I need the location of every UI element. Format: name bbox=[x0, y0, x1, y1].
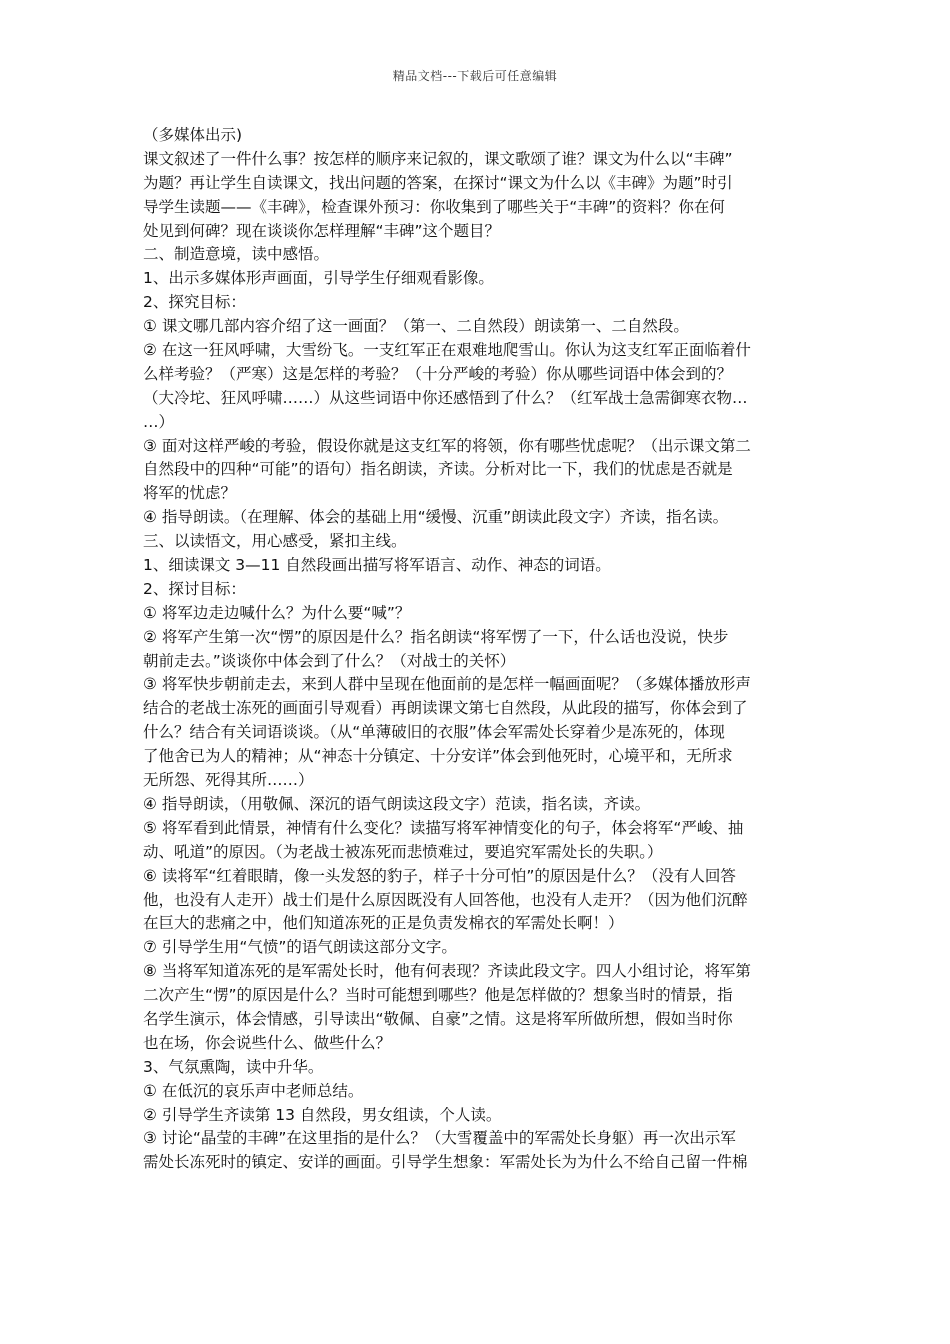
text-line: ⑥ 读将军“红着眼睛，像一头发怒的豹子，样子十分可怕”的原因是什么？（没有人回答 bbox=[143, 866, 736, 885]
document-body bbox=[143, 124, 809, 1175]
text-line: ① 将军边走边喊什么？为什么要“喊”？ bbox=[143, 603, 411, 622]
text-line: 三、以读悟文，用心感受，紧扣主线。 bbox=[143, 532, 407, 551]
text-line: 2、探讨目标： bbox=[143, 579, 246, 598]
text-line: 名学生演示，体会情感，引导读出“敬佩、自豪”之情。这是将军所做所想，假如当时你 bbox=[143, 1009, 733, 1028]
text-line: 二次产生“愣”的原因是什么？当时可能想到哪些？他是怎样做的？想象当时的情景，指 bbox=[143, 986, 733, 1005]
text-line: 朝前走去。”谈谈你中体会到了什么？（对战士的关怀） bbox=[143, 651, 516, 670]
text-line: ③ 讨论“晶莹的丰碑”在这里指的是什么？（大雪覆盖中的军需处长身躯）再一次出示军 bbox=[143, 1129, 736, 1148]
text-line: 什么？结合有关词语谈谈。（从“单薄破旧的衣服”体会军需处长穿着少是冻死的，体现 bbox=[143, 723, 725, 742]
text-line: ② 将军产生第一次“愣”的原因是什么？指名朗读“将军愣了一下，什么话也没说，快步 bbox=[143, 627, 729, 646]
text-line: 结合的老战士冻死的画面引导观看）再朗读课文第七自然段，从此段的描写，你体会到了 bbox=[143, 699, 748, 718]
text-line: 动、吼道”的原因。（为老战士被冻死而悲愤难过，要追究军需处长的失职。） bbox=[143, 842, 663, 861]
text-line: 了他舍已为人的精神；从“神态十分镇定、十分安详”体会到他死时，心境平和，无所求 bbox=[143, 747, 733, 766]
text-line: ① 在低沉的哀乐声中老师总结。 bbox=[143, 1081, 364, 1100]
text-line: 将军的忧虑？ bbox=[143, 484, 237, 503]
text-line: 2、探究目标： bbox=[143, 293, 246, 312]
text-line: ⑤ 将军看到此情景，神情有什么变化？读描写将军神情变化的句子，体会将军“严峻、抽 bbox=[143, 818, 744, 837]
text-line: ③ 将军快步朝前走去，来到人群中呈现在他面前的是怎样一幅画面呢？（多媒体播放形声 bbox=[143, 675, 751, 694]
text-line: 为题？再让学生自读课文，找出问题的答案，在探讨“课文为什么以《丰碑》为题”时引 bbox=[143, 173, 733, 192]
text-line: 课文叙述了一件什么事？按怎样的顺序来记叙的，课文歌颂了谁？课文为什么以“丰碑” bbox=[143, 149, 733, 168]
text-line: 么样考验？（严寒）这是怎样的考验？（十分严峻的考验）你从哪些词语中体会到的？ bbox=[143, 364, 733, 383]
text-line: ⑦ 引导学生用“气愤”的语气朗读这部分文字。 bbox=[143, 938, 457, 957]
text-line: 3、气氛熏陶，读中升华。 bbox=[143, 1057, 324, 1076]
text-line: ② 引导学生齐读第 13 自然段，男女组读，个人读。 bbox=[143, 1105, 502, 1124]
text-line: 自然段中的四种“可能”的语句）指名朗读，齐读。分析对比一下，我们的忧虑是否就是 bbox=[143, 460, 733, 479]
text-line: 也在场，你会说些什么、做些什么？ bbox=[143, 1033, 392, 1052]
text-line: 导学生读题——《丰碑》，检查课外预习：你收集到了哪些关于“丰碑”的资料？你在何 bbox=[143, 197, 725, 216]
text-line: 处见到何碑？现在谈谈你怎样理解“丰碑”这个题目？ bbox=[143, 221, 501, 240]
text-line: 二、制造意境，读中感悟。 bbox=[143, 245, 330, 264]
text-line: 他，也没有人走开）战士们是什么原因既没有人回答他，也没有人走开？（因为他们沉醉 bbox=[143, 890, 748, 909]
text-line: 需处长冻死时的镇定、安详的画面。引导学生想象：军需处长为为什么不给自己留一件棉 bbox=[143, 1153, 748, 1172]
text-line: …） bbox=[143, 412, 175, 431]
text-line: （大冷坨、狂风呼啸……）从这些词语中你还感悟到了什么？（红军战士急需御寒衣物… bbox=[143, 388, 748, 407]
text-line: 1、细读课文 3—11 自然段画出描写将军语言、动作、神态的词语。 bbox=[143, 556, 611, 575]
text-line: ② 在这一狂风呼啸，大雪纷飞。一支红军正在艰难地爬雪山。你认为这支红军正面临着什 bbox=[143, 341, 751, 360]
text-line: ⑧ 当将军知道冻死的是军需处长时，他有何表现？齐读此段文字。四人小组讨论，将军第 bbox=[143, 962, 751, 981]
text-line: 1、出示多媒体形声画面，引导学生仔细观看影像。 bbox=[143, 269, 494, 288]
text-line: ③ 面对这样严峻的考验，假设你就是这支红军的将领，你有哪些忧虑呢？（出示课文第二 bbox=[143, 436, 751, 455]
text-line: 无所怨、死得其所……） bbox=[143, 771, 314, 790]
text-line: 在巨大的悲痛之中，他们知道冻死的正是负责发棉衣的军需处长啊！） bbox=[143, 914, 624, 933]
text-line: （多媒体出示) bbox=[143, 126, 243, 144]
page-header: 精品文档---下载后可任意编辑 bbox=[392, 69, 558, 83]
text-line: ① 课文哪几部内容介绍了这一画面？（第一、二自然段）朗读第一、二自然段。 bbox=[143, 317, 689, 336]
text-line: ④ 指导朗读。（在理解、体会的基础上用“缓慢、沉重”朗读此段文字）齐读，指名读。 bbox=[143, 508, 729, 527]
text-line: ④ 指导朗读，（用敬佩、深沉的语气朗读这段文字）范读，指名读，齐读。 bbox=[143, 794, 651, 813]
